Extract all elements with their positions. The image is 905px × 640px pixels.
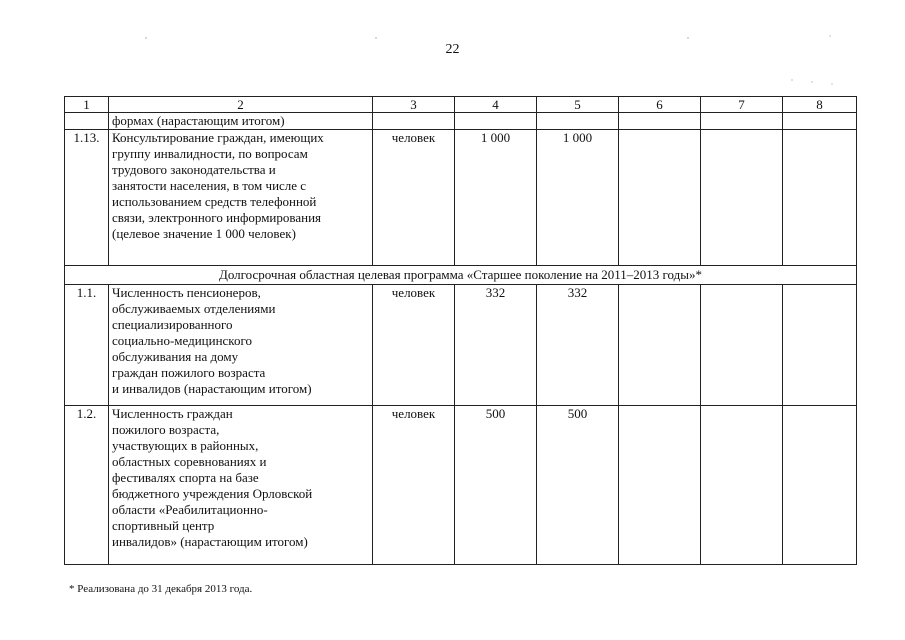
indicator-name-cell: Численность граждан пожилого возраста, участвующих в районных, областных соревнованиях и фестивалях спорта на базе бюджетного учреждения Орловской области «Реабилитационно- спортивный центр инвалидов» (нарастающим итогом)	[109, 406, 373, 565]
value-cell: 1 000	[455, 130, 537, 266]
value-cell: 1 000	[537, 130, 619, 266]
column-header: 3	[373, 97, 455, 113]
value-cell	[701, 113, 783, 130]
row-number-cell: 1.1.	[65, 285, 109, 406]
value-cell	[455, 113, 537, 130]
unit-cell	[373, 113, 455, 130]
indicator-name-cell: Численность пенсионеров, обслуживаемых отделениями специализированного социально-медицинского обслуживания на дому граждан пожилого возраста и инвалидов (нарастающим итогом)	[109, 285, 373, 406]
value-cell	[701, 130, 783, 266]
unit-cell: человек	[373, 406, 455, 565]
column-header: 4	[455, 97, 537, 113]
table-row	[65, 130, 857, 266]
value-cell	[783, 130, 857, 266]
value-cell	[701, 406, 783, 565]
column-number-header-row	[65, 97, 857, 113]
indicators-table	[64, 96, 857, 565]
indicator-name-cell: формах (нарастающим итогом)	[109, 113, 373, 130]
value-cell: 500	[537, 406, 619, 565]
value-cell: 500	[455, 406, 537, 565]
value-cell	[537, 113, 619, 130]
column-header: 2	[109, 97, 373, 113]
column-header: 5	[537, 97, 619, 113]
indicator-name-cell: Консультирование граждан, имеющих группу инвалидности, по вопросам трудового законодательства и занятости населения, в том числе с использованием средств телефонной связи, электронного информирования (целевое значение 1 000 человек)	[109, 130, 373, 266]
column-header: 1	[65, 97, 109, 113]
table-row	[65, 285, 857, 406]
row-number-cell	[65, 113, 109, 130]
table-row	[65, 113, 857, 130]
value-cell	[619, 113, 701, 130]
table-row	[65, 406, 857, 565]
value-cell	[783, 113, 857, 130]
column-header: 6	[619, 97, 701, 113]
page-number: 22	[445, 42, 460, 57]
row-number-cell: 1.13.	[65, 130, 109, 266]
value-cell: 332	[537, 285, 619, 406]
value-cell	[619, 406, 701, 565]
column-header: 7	[701, 97, 783, 113]
value-cell	[619, 285, 701, 406]
row-number-cell: 1.2.	[65, 406, 109, 565]
section-title-row	[65, 266, 857, 285]
value-cell	[701, 285, 783, 406]
value-cell	[783, 406, 857, 565]
footnote: * Реализована до 31 декабря 2013 года.	[69, 583, 253, 595]
value-cell	[619, 130, 701, 266]
column-header: 8	[783, 97, 857, 113]
value-cell: 332	[455, 285, 537, 406]
section-title: Долгосрочная областная целевая программа «Старшее поколение на 2011–2013 годы»*	[65, 266, 857, 285]
unit-cell: человек	[373, 285, 455, 406]
unit-cell: человек	[373, 130, 455, 266]
value-cell	[783, 285, 857, 406]
